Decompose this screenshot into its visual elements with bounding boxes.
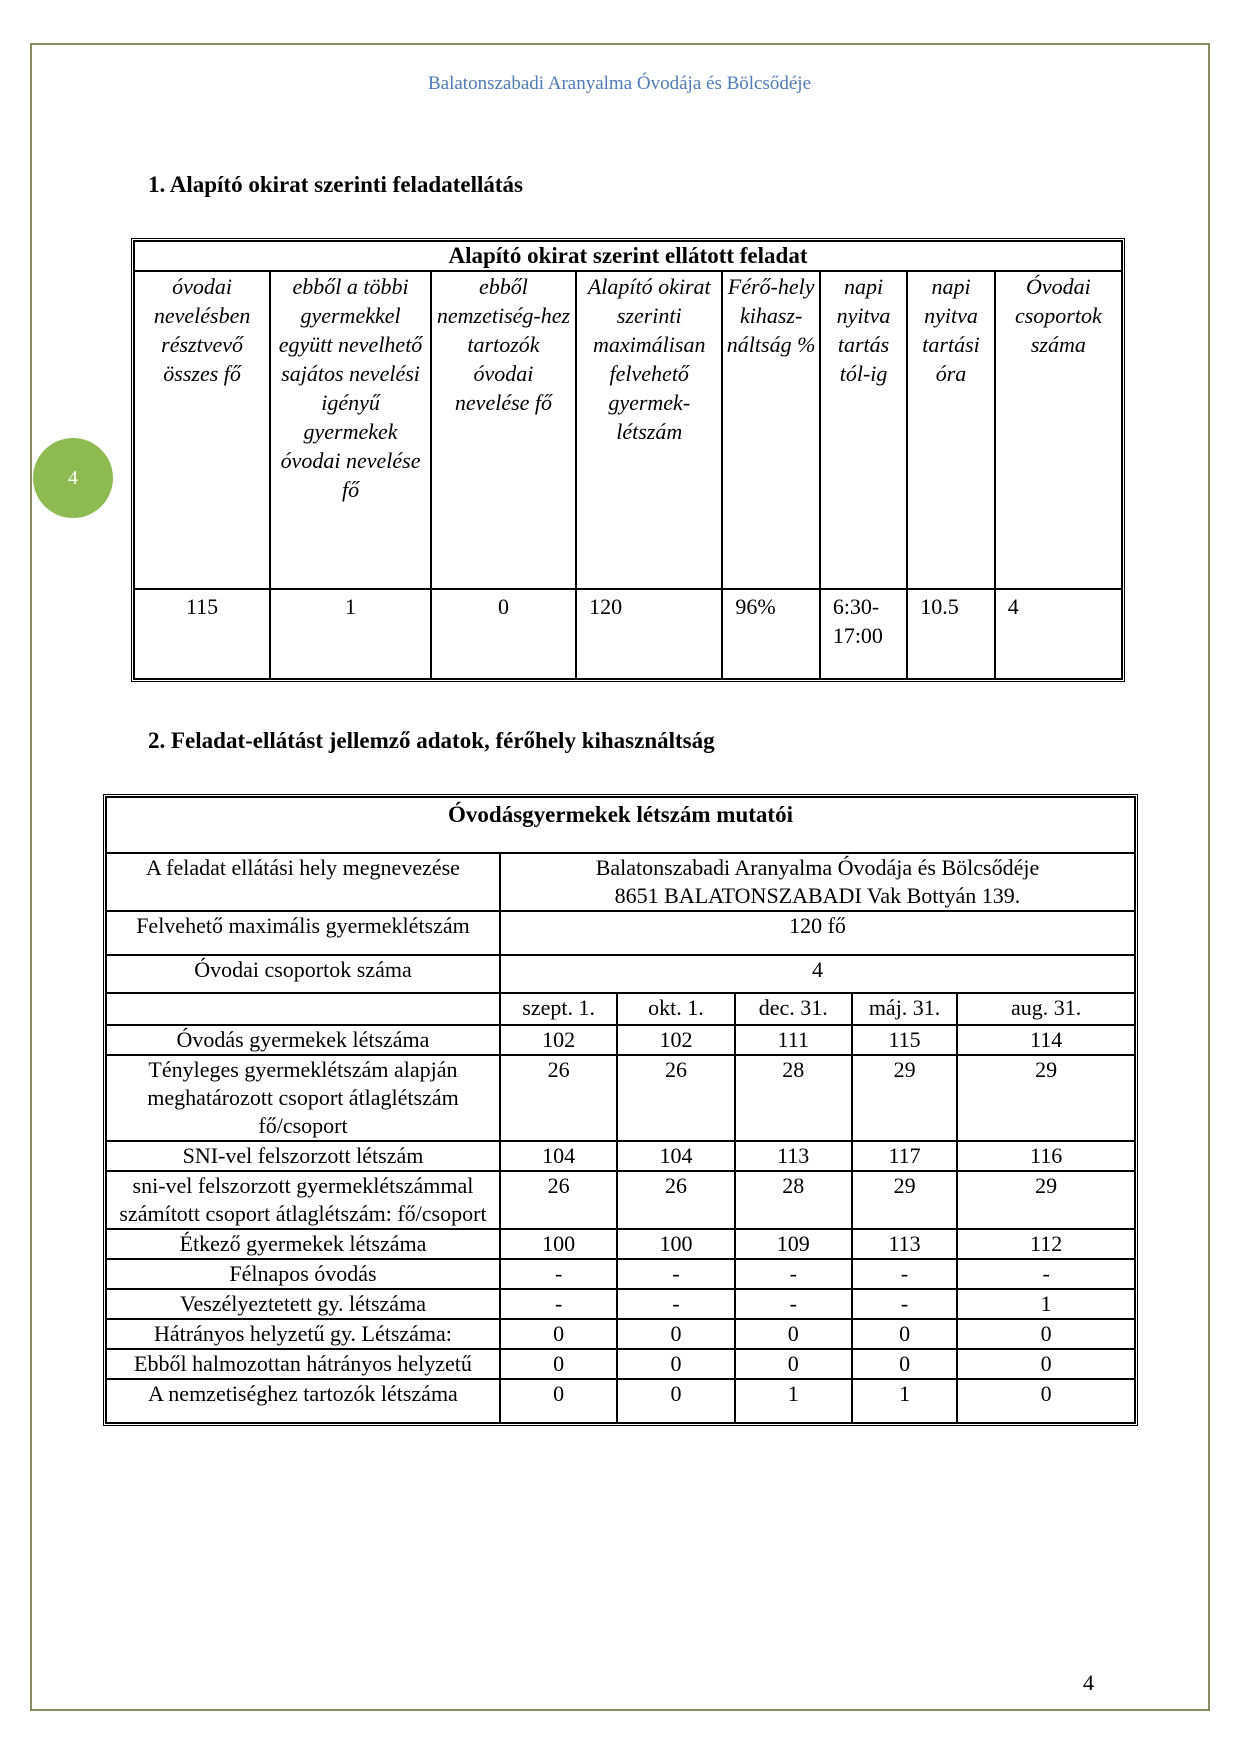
- table-cell: 0: [735, 1349, 852, 1379]
- section-2-heading: 2. Feladat-ellátást jellemző adatok, férőhely kihasználtság: [148, 728, 715, 753]
- table-cell: 115: [134, 589, 270, 679]
- location-name: Balatonszabadi Aranyalma Óvodája és Bölcsődéje: [595, 855, 1040, 880]
- table-cell: 96%: [722, 589, 819, 679]
- table-cell: 0: [500, 1349, 617, 1379]
- row-label: Hátrányos helyzetű gy. Létszáma:: [106, 1319, 500, 1349]
- table-cell: 10.5: [907, 589, 994, 679]
- table-cell: 100: [617, 1229, 734, 1259]
- table-cell: 0: [617, 1319, 734, 1349]
- row-label: Étkező gyermekek létszáma: [106, 1229, 500, 1259]
- location-cell: [500, 853, 1135, 911]
- table-cell: 0: [617, 1349, 734, 1379]
- founding-document-table: [131, 238, 1125, 682]
- row-label: A feladat ellátási hely megnevezése: [106, 853, 500, 911]
- section-1-heading: 1. Alapító okirat szerinti feladatellátás: [148, 172, 523, 197]
- location-address: 8651 BALATONSZABADI Vak Bottyán 139.: [614, 883, 1021, 908]
- date-header: dec. 31.: [735, 993, 852, 1025]
- column-header: napi nyitva tartási óra: [907, 271, 994, 589]
- table-1-caption: Alapító okirat szerint ellátott feladat: [134, 241, 1122, 271]
- table-cell: -: [617, 1259, 734, 1289]
- date-header: szept. 1.: [500, 993, 617, 1025]
- table-cell: 111: [735, 1025, 852, 1055]
- date-header: aug. 31.: [957, 993, 1135, 1025]
- table-cell: 113: [735, 1141, 852, 1171]
- page-badge: 4: [33, 438, 113, 518]
- table-cell: 1: [270, 589, 431, 679]
- page-header: Balatonszabadi Aranyalma Óvodája és Bölcsődéje: [427, 73, 812, 94]
- table-cell: 114: [957, 1025, 1135, 1055]
- table-cell: 113: [852, 1229, 957, 1259]
- row-label: SNI-vel felszorzott létszám: [106, 1141, 500, 1171]
- table-cell: 104: [500, 1141, 617, 1171]
- table-cell: 26: [617, 1171, 734, 1229]
- table-row: [106, 1171, 1135, 1229]
- table-cell: 120: [576, 589, 722, 679]
- row-label: Félnapos óvodás: [106, 1259, 500, 1289]
- table-cell: 0: [957, 1319, 1135, 1349]
- row-label: Ebből halmozottan hátrányos helyzetű: [106, 1349, 500, 1379]
- table-cell: 29: [957, 1055, 1135, 1141]
- table-cell: 4: [995, 589, 1122, 679]
- table-row: [106, 1289, 1135, 1319]
- table-cell: 117: [852, 1141, 957, 1171]
- table-cell: 120 fő: [500, 911, 1135, 955]
- row-label: Tényleges gyermeklétszám alapján meghatározott csoport átlaglétszám fő/csoport: [106, 1055, 500, 1141]
- table-cell: -: [852, 1289, 957, 1319]
- column-header: ebből a többi gyermekkel együtt nevelhető sajátos nevelési igényű gyermekek óvodai nevelése fő: [270, 271, 431, 589]
- table-cell: 0: [500, 1319, 617, 1349]
- table-cell: 0: [431, 589, 576, 679]
- table-2-caption: Óvodásgyermekek létszám mutatói: [106, 797, 1135, 853]
- table-cell: -: [735, 1259, 852, 1289]
- row-label: Felvehető maximális gyermeklétszám: [106, 911, 500, 955]
- table-cell: 29: [957, 1171, 1135, 1229]
- table-cell: 1: [957, 1289, 1135, 1319]
- table-cell: 4: [500, 955, 1135, 993]
- row-label: A nemzetiséghez tartozók létszáma: [106, 1379, 500, 1423]
- row-label: Óvodai csoportok száma: [106, 955, 500, 993]
- table-cell: -: [735, 1289, 852, 1319]
- row-label: sni-vel felszorzott gyermeklétszámmal számított csoport átlaglétszám: fő/csoport: [106, 1171, 500, 1229]
- table-cell: 0: [617, 1379, 734, 1423]
- table-cell: 115: [852, 1025, 957, 1055]
- column-header: óvodai nevelésben résztvevő összes fő: [134, 271, 270, 589]
- table-cell: 26: [500, 1171, 617, 1229]
- column-header: napi nyitva tartás tól-ig: [820, 271, 907, 589]
- table-cell: 0: [500, 1379, 617, 1423]
- table-cell: 102: [500, 1025, 617, 1055]
- row-label: Óvodás gyermekek létszáma: [106, 1025, 500, 1055]
- table-cell: -: [500, 1289, 617, 1319]
- table-cell: 109: [735, 1229, 852, 1259]
- table-cell: -: [957, 1259, 1135, 1289]
- table-cell: 0: [957, 1349, 1135, 1379]
- table-cell: 28: [735, 1055, 852, 1141]
- column-header: Óvodai csoportok száma: [995, 271, 1122, 589]
- table-cell: 26: [500, 1055, 617, 1141]
- table-cell: -: [617, 1289, 734, 1319]
- table-cell: -: [852, 1259, 957, 1289]
- table-cell: 102: [617, 1025, 734, 1055]
- row-label: Veszélyeztetett gy. létszáma: [106, 1289, 500, 1319]
- table-cell: 112: [957, 1229, 1135, 1259]
- column-header: Alapító okirat szerinti maximálisan felvehető gyermek-létszám: [576, 271, 722, 589]
- table-cell: 6:30-17:00: [820, 589, 907, 679]
- kindergarten-headcount-table: [103, 794, 1138, 1426]
- table-row: [106, 1055, 1135, 1141]
- table-cell: 1: [735, 1379, 852, 1423]
- column-header: Férő-hely kihasz-náltság %: [722, 271, 819, 589]
- table-cell: 29: [852, 1055, 957, 1141]
- table-cell: 104: [617, 1141, 734, 1171]
- table-cell: 0: [852, 1349, 957, 1379]
- column-header: ebből nemzetiség-hez tartozók óvodai nevelése fő: [431, 271, 576, 589]
- table-row: [106, 1319, 1135, 1349]
- table-cell: -: [500, 1259, 617, 1289]
- table-cell: 29: [852, 1171, 957, 1229]
- table-cell: 100: [500, 1229, 617, 1259]
- table-cell: 116: [957, 1141, 1135, 1171]
- table-cell: 28: [735, 1171, 852, 1229]
- table-row: [106, 1025, 1135, 1055]
- empty-cell: [106, 993, 500, 1025]
- date-header: máj. 31.: [852, 993, 957, 1025]
- date-header: okt. 1.: [617, 993, 734, 1025]
- table-row: [106, 1229, 1135, 1259]
- table-row: [106, 1141, 1135, 1171]
- table-cell: 1: [852, 1379, 957, 1423]
- table-row: [106, 1259, 1135, 1289]
- table-cell: 0: [852, 1319, 957, 1349]
- table-row: [106, 1379, 1135, 1423]
- table-row: [106, 1349, 1135, 1379]
- table-cell: 26: [617, 1055, 734, 1141]
- table-cell: 0: [957, 1379, 1135, 1423]
- page-number: 4: [1083, 1670, 1094, 1695]
- table-cell: 0: [735, 1319, 852, 1349]
